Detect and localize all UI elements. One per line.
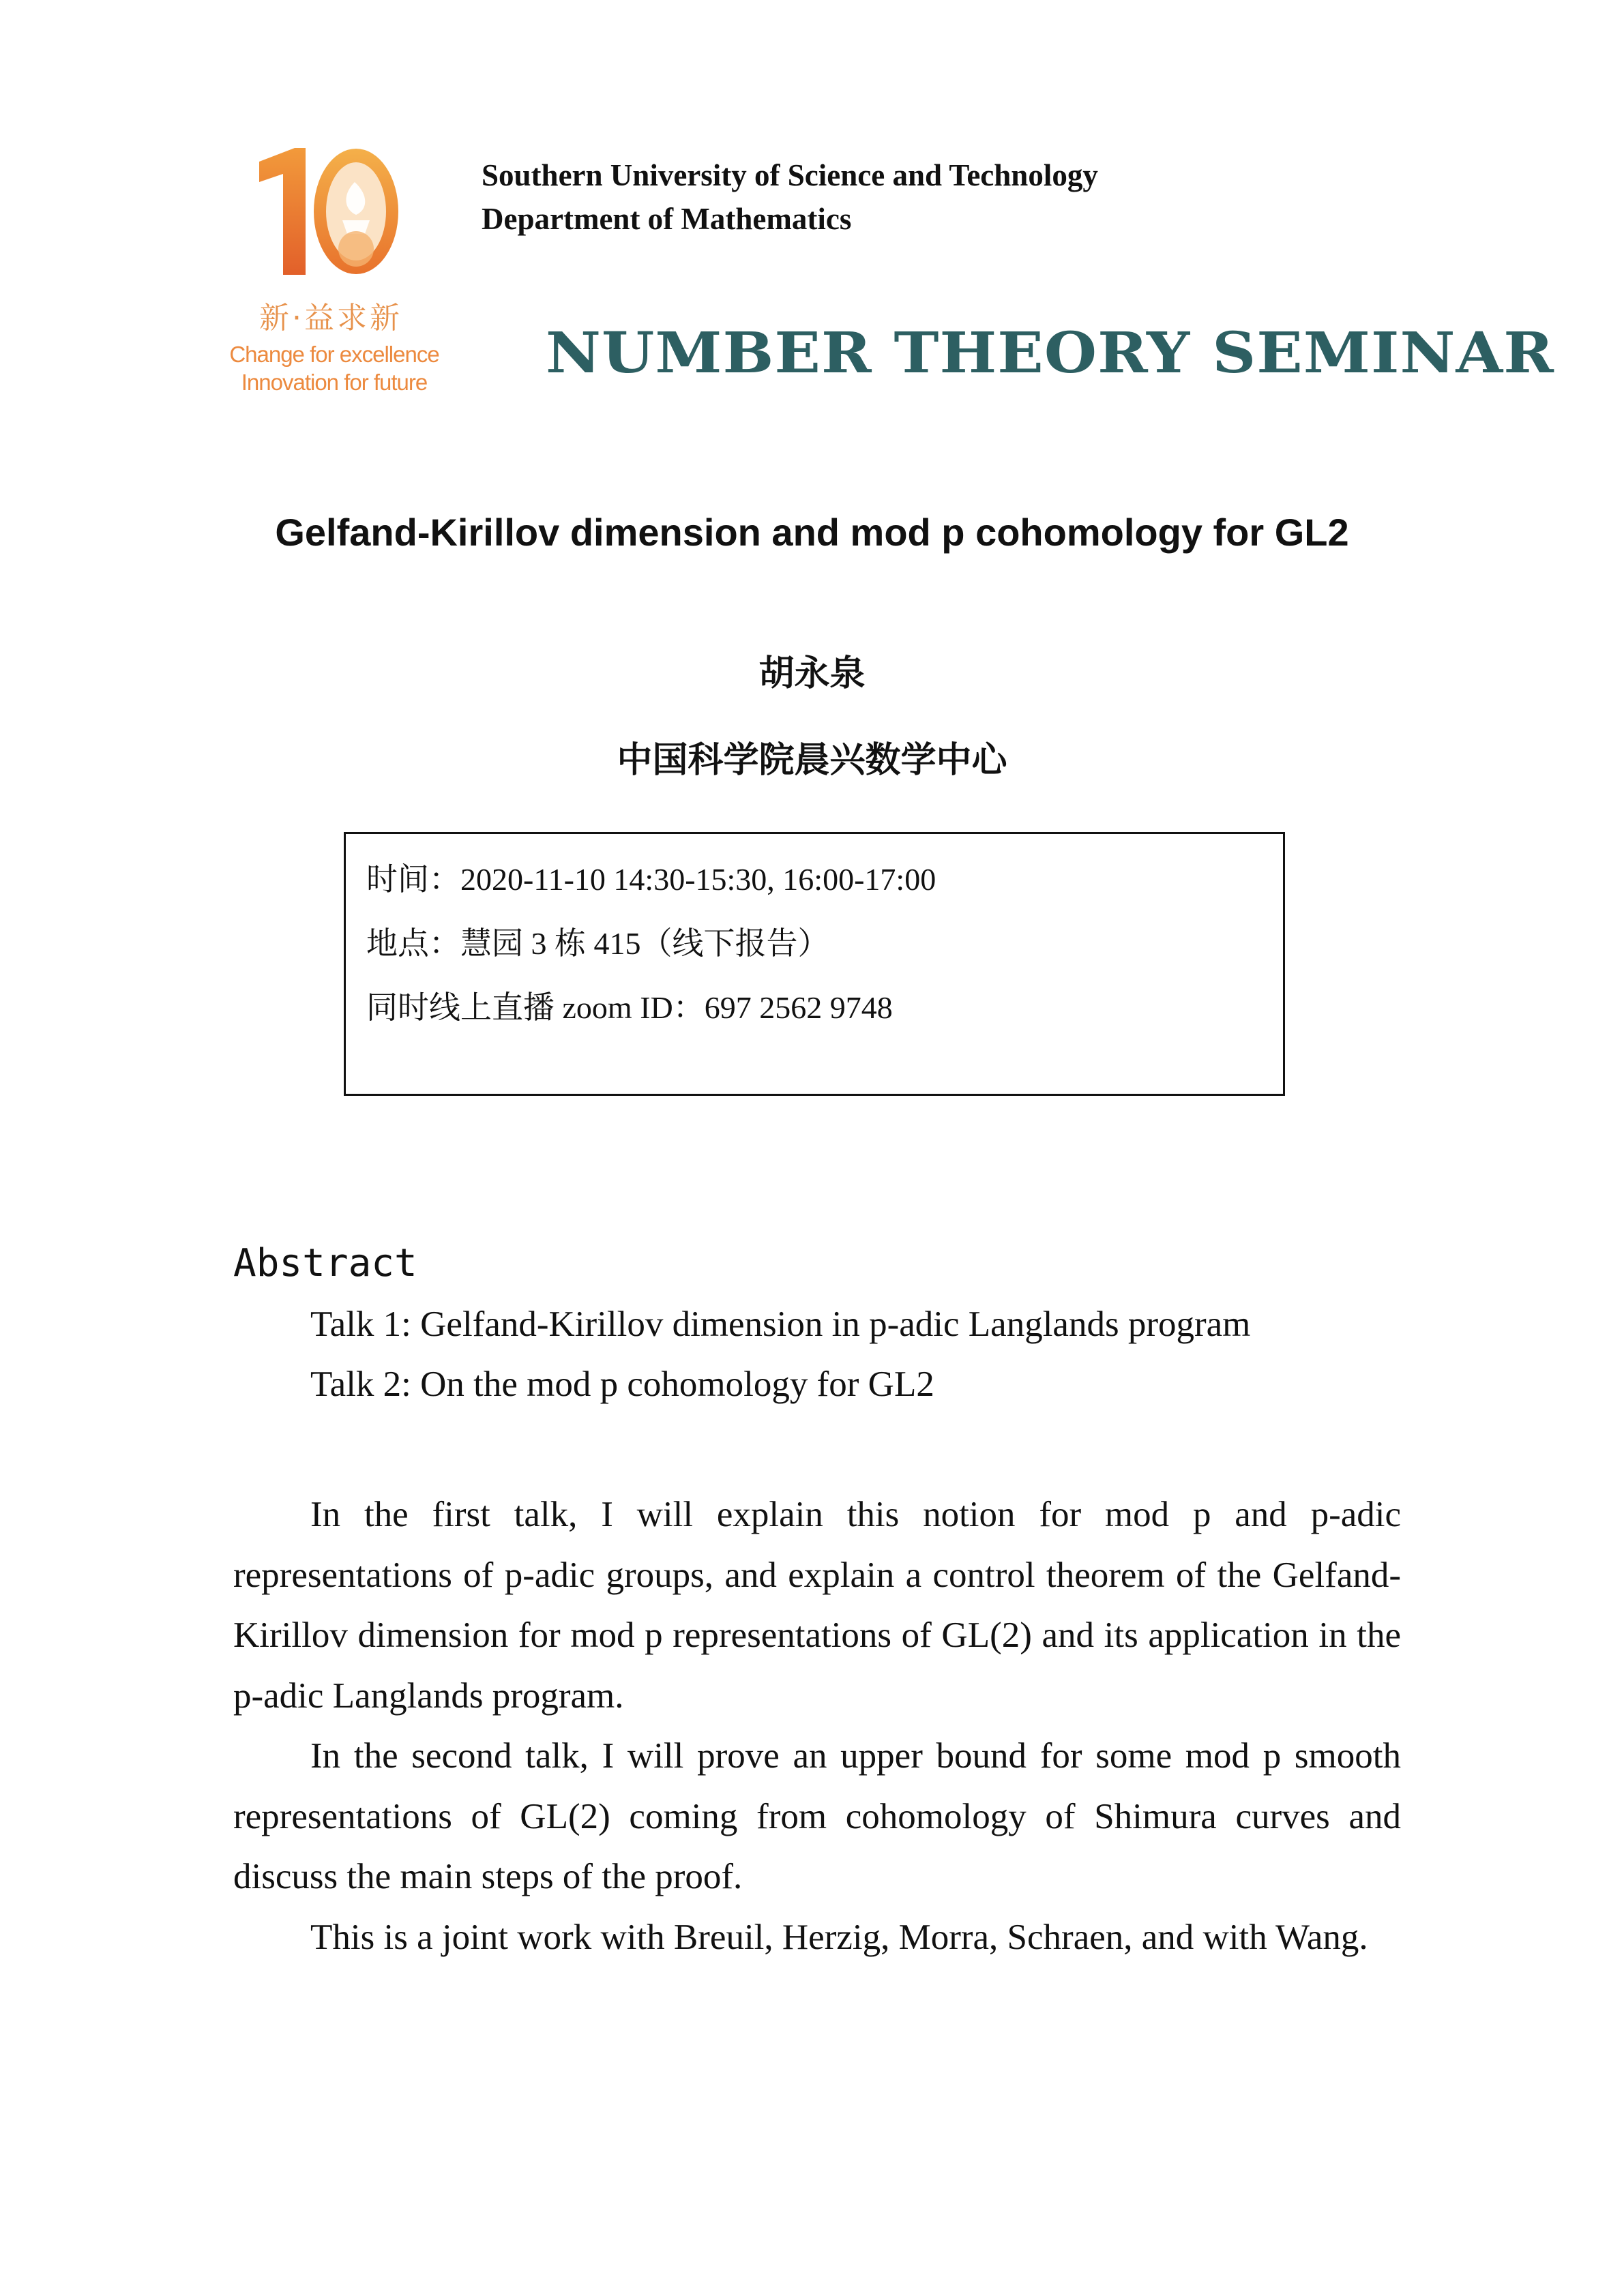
speaker-name: 胡永泉: [758, 653, 866, 694]
logo-slogan-english-line2: Innovation for future: [241, 370, 428, 395]
logo-slogan-english-line1: Change for excellence: [229, 342, 439, 367]
university-name: Southern University of Science and Technology: [482, 158, 1098, 192]
institution-header: [482, 153, 1098, 241]
abstract-paragraph: This is a joint work with Breuil, Herzig, Morra, Schraen, and with Wang.: [310, 1917, 1368, 1957]
talk2-title: Talk 2: On the mod p cohomology for GL2: [310, 1365, 934, 1404]
anniversary-10-mark: [252, 147, 416, 283]
talk1-title: Talk 1: Gelfand-Kirillov dimension in p-adic Langlands program: [310, 1304, 1251, 1344]
abstract-paragraph: In the first talk, I will explain this notion for mod p and p-adic representations of p-adic groups, and explain a control theorem of the Gelfand-Kirillov dimension for mod p representations of GL(2) and its application in the p-adic Langlands program.: [233, 1495, 1401, 1716]
event-online-zoom: 同时线上直播 zoom ID：697 2562 9748: [366, 990, 893, 1025]
abstract-body: [233, 1485, 1401, 1967]
seminar-title: NUMBER THEORY SEMINAR: [546, 320, 1554, 386]
event-time: 时间：2020-11-10 14:30-15:30, 16:00-17:00: [366, 862, 936, 897]
abstract-paragraph: In the second talk, I will prove an upper bound for some mod p smooth representations of GL(2) coming from cohomology of Shimura curves and discuss the main steps of the proof.: [233, 1736, 1401, 1896]
logo-slogan-chinese: 新·益求新: [259, 301, 402, 336]
abstract-heading: Abstract: [233, 1241, 417, 1285]
speaker-affiliation: 中国科学院晨兴数学中心: [617, 740, 1007, 781]
department-name: Department of Mathematics: [482, 202, 852, 236]
event-location: 地点：慧园 3 栋 415（线下报告）: [366, 926, 829, 961]
sustech-10-anniversary-logo: [225, 147, 457, 406]
talk-title: Gelfand-Kirillov dimension and mod p cohomology for GL2: [275, 511, 1349, 554]
event-info-box: [344, 832, 1285, 1096]
